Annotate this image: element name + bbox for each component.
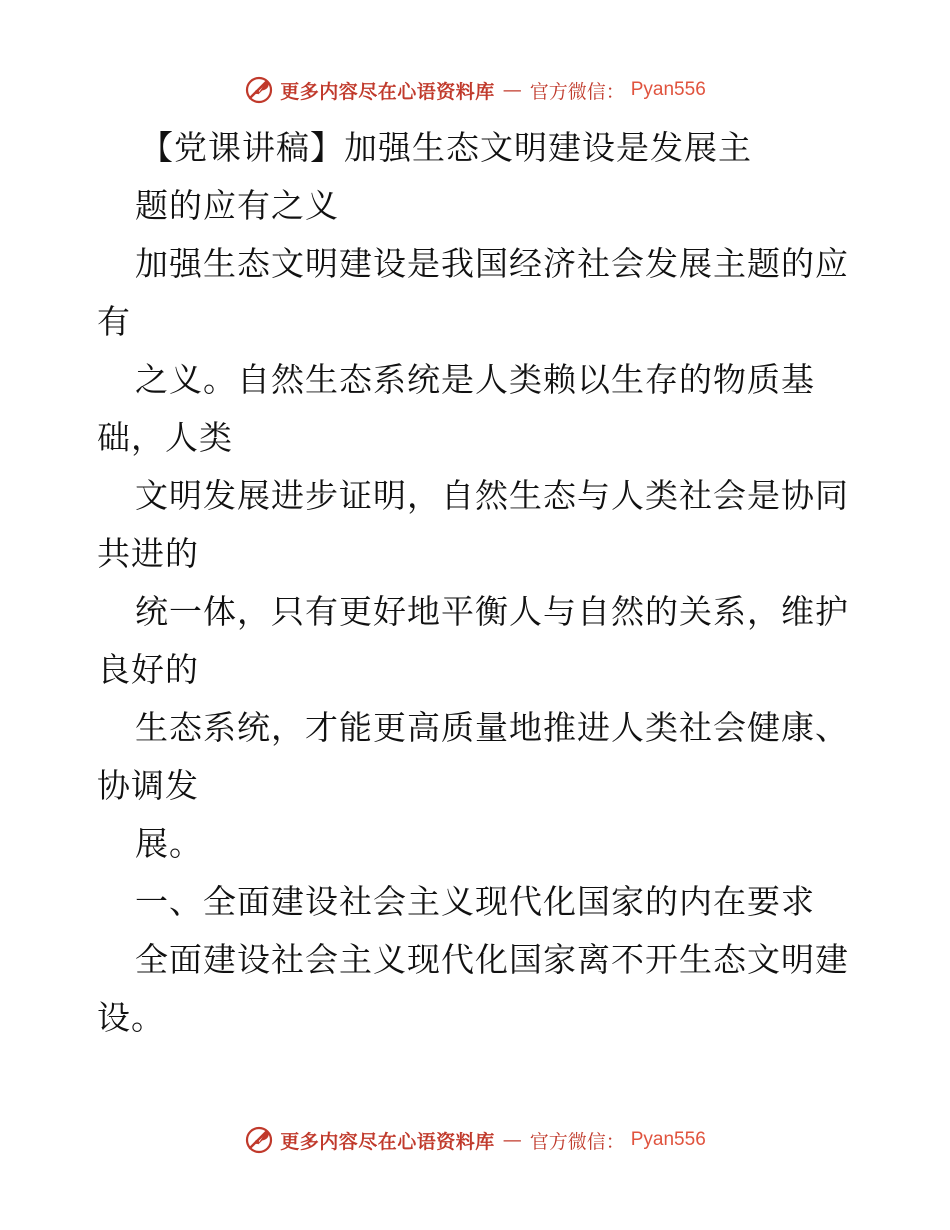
footer-brand-text: 更多内容尽在心语资料库 xyxy=(280,1130,495,1153)
document-title-line-2: 题的应有之义 xyxy=(135,186,339,225)
body-line: 加强生态文明建设是我国经济社会发展主题的应 xyxy=(135,244,849,283)
footer-official-label: 官方微信： xyxy=(529,1130,625,1153)
body-line: 良好的 xyxy=(97,650,199,689)
body-line: 统一体，只有更好地平衡人与自然的关系，维护 xyxy=(135,592,849,631)
body-line: 础，人类 xyxy=(97,418,233,457)
header-dash: — xyxy=(502,79,522,101)
body-line: 全面建设社会主义现代化国家离不开生态文明建 xyxy=(135,940,849,979)
body-line: 文明发展进步证明，自然生态与人类社会是协同 xyxy=(135,476,849,515)
header-official-label: 官方微信： xyxy=(529,80,625,103)
quill-logo-icon xyxy=(244,1125,274,1155)
footer-banner xyxy=(0,1122,950,1158)
body-line: 设。 xyxy=(97,998,165,1037)
quill-logo-icon xyxy=(244,75,274,105)
body-line: 协调发 xyxy=(97,766,199,805)
document-title-line-1: 【党课讲稿】加强生态文明建设是发展主 xyxy=(140,128,752,167)
body-line: 之义。自然生态系统是人类赖以生存的物质基 xyxy=(135,360,815,399)
section-heading: 一、全面建设社会主义现代化国家的内在要求 xyxy=(135,882,815,921)
footer-wechat-id: Pyan556 xyxy=(630,1129,706,1150)
header-banner-inner xyxy=(244,75,706,105)
body-line: 生态系统，才能更高质量地推进人类社会健康、 xyxy=(135,708,849,747)
footer-dash: — xyxy=(502,1129,522,1151)
header-banner xyxy=(0,72,950,108)
footer-banner-inner xyxy=(244,1125,706,1155)
body-line: 共进的 xyxy=(97,534,199,573)
body-line: 有 xyxy=(97,302,131,341)
header-wechat-id: Pyan556 xyxy=(630,79,706,100)
header-brand-text: 更多内容尽在心语资料库 xyxy=(280,80,495,103)
body-line: 展。 xyxy=(135,824,203,863)
